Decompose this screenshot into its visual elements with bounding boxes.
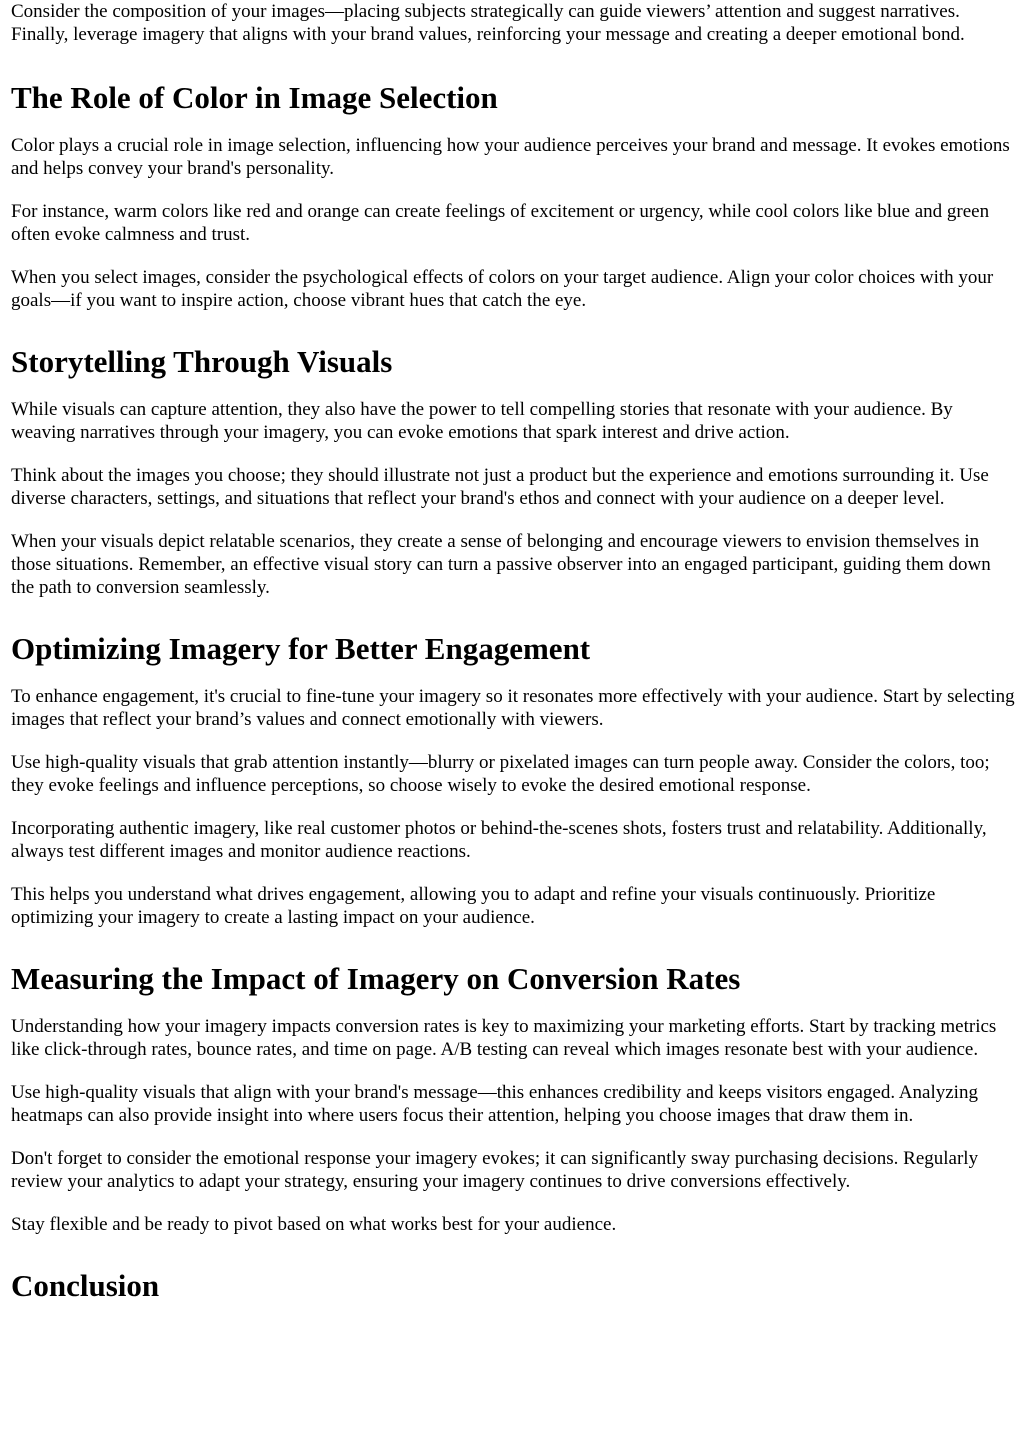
paragraph: When you select images, consider the psychological effects of colors on your target audience. Align your color choices with your goals—if you want to inspire action, choose vibrant hues that catch the eye.	[11, 267, 994, 311]
paragraph: Understanding how your imagery impacts conversion rates is key to maximizing your marketing efforts. Start by tracking metrics like click-through rates, bounce rates, and time on page. A/B testing can reveal which images resonate best with your audience.	[11, 1016, 997, 1060]
paragraph: Color plays a crucial role in image selection, influencing how your audience perceives your brand and message. It evokes emotions and helps convey your brand's personality.	[11, 135, 1010, 179]
paragraph: When your visuals depict relatable scenarios, they create a sense of belonging and encourage viewers to envision themselves in those situations. Remember, an effective visual story can turn a passive observer into an engaged participant, guiding them down the path to conversion seamlessly.	[11, 531, 991, 598]
section-heading-conclusion: Conclusion	[11, 1268, 160, 1303]
section-heading-storytelling: Storytelling Through Visuals	[11, 344, 393, 379]
paragraph: Use high-quality visuals that align with your brand's message—this enhances credibility and keeps visitors engaged. Analyzing heatmaps can also provide insight into where users focus their attention, helping you choose images that draw them in.	[11, 1082, 978, 1126]
section-heading-measuring: Measuring the Impact of Imagery on Conversion Rates	[11, 961, 741, 996]
paragraph: For instance, warm colors like red and orange can create feelings of excitement or urgency, while cool colors like blue and green often evoke calmness and trust.	[11, 201, 990, 245]
section-heading-color: The Role of Color in Image Selection	[11, 80, 498, 115]
intro-paragraph: Consider the composition of your images—placing subjects strategically can guide viewers’ attention and suggest narratives. Finally, leverage imagery that aligns with your brand values, reinforcing your message and creating a deeper emotional bond.	[11, 1, 965, 45]
paragraph: Stay flexible and be ready to pivot based on what works best for your audience.	[11, 1214, 617, 1235]
paragraph: Incorporating authentic imagery, like real customer photos or behind-the-scenes shots, fosters trust and relatability. Additionally, always test different images and monitor audience reactions.	[11, 818, 987, 862]
paragraph: While visuals can capture attention, they also have the power to tell compelling stories that resonate with your audience. By weaving narratives through your imagery, you can evoke emotions that spark interest and drive action.	[11, 399, 953, 443]
paragraph: This helps you understand what drives engagement, allowing you to adapt and refine your visuals continuously. Prioritize optimizing your imagery to create a lasting impact on your audience.	[11, 884, 936, 928]
paragraph: Use high-quality visuals that grab attention instantly—blurry or pixelated images can turn people away. Consider the colors, too; they evoke feelings and influence perceptions, so choose wisely to evoke the desired emotional response.	[11, 752, 990, 796]
paragraph: To enhance engagement, it's crucial to fine-tune your imagery so it resonates more effectively with your audience. Start by selecting images that reflect your brand’s values and connect emotionally with viewers.	[11, 686, 1015, 730]
paragraph: Think about the images you choose; they should illustrate not just a product but the experience and emotions surrounding it. Use diverse characters, settings, and situations that reflect your brand's ethos and connect with your audience on a deeper level.	[11, 465, 989, 509]
paragraph: Don't forget to consider the emotional response your imagery evokes; it can significantly sway purchasing decisions. Regularly review your analytics to adapt your strategy, ensuring your imagery continues to drive conversions effectively.	[11, 1148, 979, 1192]
section-heading-optimizing: Optimizing Imagery for Better Engagement	[11, 631, 591, 666]
